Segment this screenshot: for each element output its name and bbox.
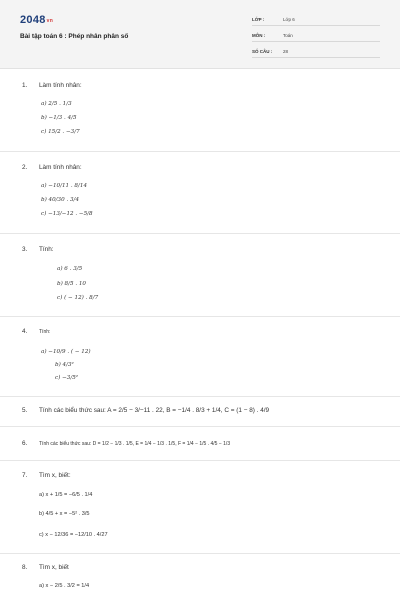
question-1 <box>22 82 82 89</box>
meta-row-class <box>252 14 380 26</box>
question-1-item-a: a) 2/5 . 1/3 <box>41 101 72 107</box>
meta-row-subject <box>252 30 380 42</box>
question-7-item-a: a) x + 1/5 = −6/5 . 1/4 <box>39 492 93 498</box>
divider <box>0 151 400 152</box>
question-prompt: Tìm x, biết: <box>39 472 71 479</box>
question-8 <box>22 564 69 571</box>
question-number: 6. <box>22 440 28 447</box>
question-2-item-a: a) −10/11 . 8/14 <box>41 183 87 189</box>
question-prompt: Tính: <box>39 329 51 335</box>
question-prompt: Tìm x, biết <box>39 564 69 571</box>
question-4-item-b: b) 4/3² <box>55 362 74 368</box>
question-1-item-b: b) −1/3 . 4/5 <box>41 115 77 121</box>
question-2-item-b: b) 40/30 . 3/4 <box>41 197 79 203</box>
meta-value: 28 <box>283 49 289 54</box>
question-7-item-b: b) 4/5 + x = −5² . 3/5 <box>39 511 90 517</box>
question-8-item-a: a) x − 2/5 . 3/2 = 1/4 <box>39 583 90 589</box>
question-prompt: Làm tính nhân: <box>39 82 82 89</box>
question-7 <box>22 472 71 479</box>
question-number: 1. <box>22 82 28 89</box>
question-number: 7. <box>22 472 28 479</box>
meta-row-count <box>252 46 380 58</box>
meta-label: LỚP : <box>252 17 265 22</box>
question-number: 4. <box>22 328 28 335</box>
question-5 <box>22 407 269 414</box>
question-3-item-c: c) ( − 12) . 8/7 <box>57 295 99 301</box>
divider <box>0 396 400 397</box>
question-prompt: Tính các biểu thức sau: A = 2/5 − 3/−11 . 22, B = −1/4 . 8/3 + 1/4, C = (1 − 8) . 4/9 <box>39 407 270 414</box>
divider <box>0 426 400 427</box>
question-number: 8. <box>22 564 28 571</box>
divider <box>0 553 400 554</box>
site-logo[interactable] <box>20 14 53 26</box>
logo-text: 2048 <box>20 14 46 26</box>
meta-label: SỐ CÂU : <box>252 49 273 54</box>
question-prompt: Làm tính nhân: <box>39 164 82 171</box>
question-number: 3. <box>22 246 28 253</box>
meta-value: Toán <box>283 33 293 38</box>
question-3-item-a: a) 6 . 3/5 <box>57 266 83 272</box>
meta-label: MÔN : <box>252 33 266 38</box>
question-2 <box>22 164 82 171</box>
question-6 <box>22 440 230 447</box>
meta-value: Lớp 6 <box>283 17 295 22</box>
divider <box>0 460 400 461</box>
question-3 <box>22 246 54 253</box>
question-number: 2. <box>22 164 28 171</box>
logo-suffix: vn <box>46 18 54 24</box>
question-4 <box>22 328 50 335</box>
worksheet-header <box>0 0 400 69</box>
question-prompt: Tính các biểu thức sau: D = 1/2 − 1/3 . 1/5, E = 1/4 − 1/3 . 1/5, F = 1/4 − 1/5 . 4/5 − 1/3 <box>39 441 231 447</box>
divider <box>0 316 400 317</box>
question-4-item-c: c) −3/5² <box>55 375 79 381</box>
document-title: Bài tập toán 6 : Phép nhân phân số <box>20 33 129 40</box>
question-1-item-c: c) 15/2 . −3/7 <box>41 129 80 135</box>
divider <box>0 233 400 234</box>
question-prompt: Tính: <box>39 246 54 253</box>
question-number: 5. <box>22 407 28 414</box>
question-3-item-b: b) 8/5 . 10 <box>57 281 86 287</box>
question-4-item-a: a) −10/9 . ( − 12) <box>41 349 91 355</box>
question-2-item-c: c) −13/−12 . −5/8 <box>41 211 93 217</box>
question-7-item-c: c) x − 12/36 = −12/10 . 4/27 <box>39 532 108 538</box>
